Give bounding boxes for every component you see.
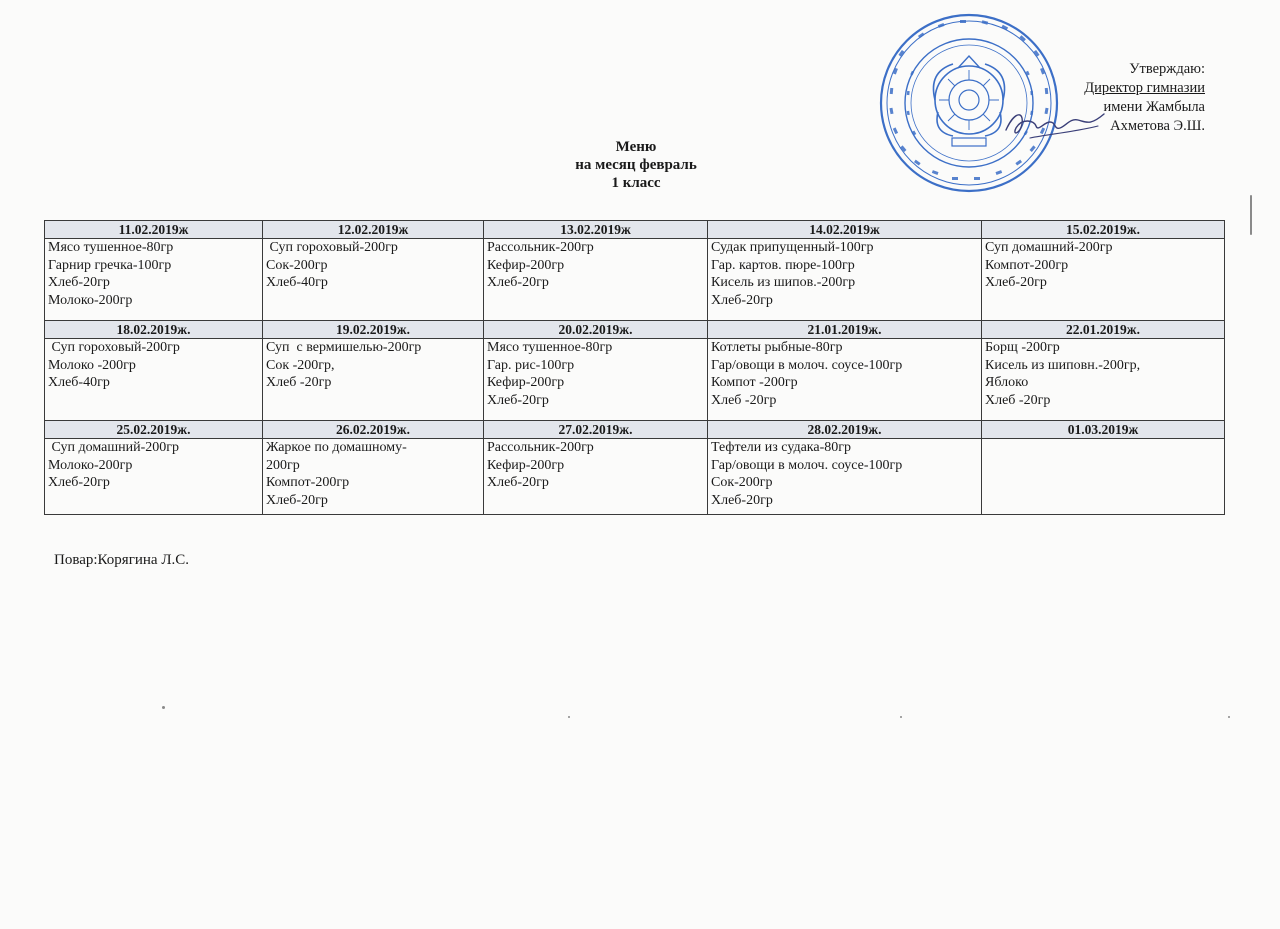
approval-line: Утверждаю: — [1129, 61, 1205, 77]
menu-titles — [520, 138, 752, 192]
meal-item: Хлеб-40гр — [266, 275, 328, 290]
cook-name: Повар:Корягина Л.С. — [54, 552, 189, 568]
meal-item: Кисель из шипов.-200гр — [711, 275, 856, 290]
meal-cell — [708, 339, 982, 421]
meal-item: Хлеб-20гр — [487, 392, 549, 408]
meal-item: Хлеб-20гр — [487, 475, 549, 490]
meal-item: Гар/овощи в молоч. соусе-100гр — [711, 457, 903, 473]
meal-item: Яблоко — [985, 375, 1029, 390]
date-row — [45, 321, 1225, 339]
meal-item: Хлеб-20гр — [711, 292, 773, 308]
meal-item: Хлеб-20гр — [487, 275, 549, 290]
meal-item: Хлеб-20гр — [711, 492, 773, 508]
date-cell: 26.02.2019ж. — [263, 421, 484, 439]
meals-row — [45, 439, 1225, 515]
meal-item: Хлеб -20гр — [266, 375, 332, 390]
meal-item: Гар. рис-100гр — [487, 357, 575, 373]
meal-item: Мясо тушенное-80гр — [487, 340, 613, 355]
meal-item: Суп гороховый-200гр — [48, 340, 180, 355]
menu-subtitle-class: 1 класс — [611, 175, 661, 191]
director-signature — [1000, 100, 1110, 150]
date-cell: 18.02.2019ж. — [45, 321, 263, 339]
meal-cell — [484, 339, 708, 421]
meal-item: Суп домашний-200гр — [48, 440, 179, 455]
menu-subtitle-month: на месяц февраль — [575, 157, 697, 173]
meal-cell — [45, 439, 263, 515]
meal-cell — [263, 439, 484, 515]
meal-item: Молоко-200гр — [48, 457, 133, 473]
meal-item: Жаркое по домашному- — [266, 440, 407, 455]
meal-item: Борщ -200гр — [985, 340, 1060, 355]
meal-cell — [263, 239, 484, 321]
meal-cell — [982, 239, 1225, 321]
meal-cell — [708, 439, 982, 515]
date-cell: 27.02.2019ж. — [484, 421, 708, 439]
meal-item: Рассольник-200гр — [487, 440, 594, 455]
meal-item: Хлеб-20гр — [266, 492, 328, 508]
meal-item: Молоко-200гр — [48, 292, 133, 308]
date-cell: 15.02.2019ж. — [982, 221, 1225, 239]
meal-item: Кефир-200гр — [487, 375, 565, 390]
date-cell: 11.02.2019ж — [45, 221, 263, 239]
meal-item: Суп домашний-200гр — [985, 240, 1113, 255]
meal-item: Кефир-200гр — [487, 457, 565, 473]
date-row — [45, 221, 1225, 239]
meals-row — [45, 239, 1225, 321]
meal-item: Котлеты рыбные-80гр — [711, 340, 843, 355]
meal-item: 200гр — [266, 457, 300, 473]
meal-cell — [708, 239, 982, 321]
meal-item: Суп с вермишелью-200гр — [266, 340, 422, 355]
meal-item: Хлеб -20гр — [985, 392, 1051, 408]
meal-item: Кисель из шиповн.-200гр, — [985, 357, 1141, 373]
date-cell: 01.03.2019ж — [982, 421, 1225, 439]
meal-item: Судак припущенный-100гр — [711, 240, 874, 255]
meal-cell — [982, 339, 1225, 421]
meal-cell — [45, 239, 263, 321]
date-cell: 19.02.2019ж. — [263, 321, 484, 339]
date-cell: 14.02.2019ж — [708, 221, 982, 239]
approval-line: имени Жамбыла — [1103, 99, 1205, 115]
meal-cell — [982, 439, 1225, 515]
scan-speck — [568, 716, 570, 718]
meal-item: Хлеб -20гр — [711, 392, 777, 408]
menu-table — [44, 220, 1225, 515]
meal-item: Мясо тушенное-80гр — [48, 240, 174, 255]
meal-item: Суп гороховый-200гр — [266, 240, 398, 255]
date-cell: 22.01.2019ж. — [982, 321, 1225, 339]
meal-item: Гар. картов. пюре-100гр — [711, 257, 855, 273]
meal-item: Сок -200гр, — [266, 357, 335, 373]
meal-item: Хлеб-20гр — [985, 275, 1047, 290]
meal-item: Тефтели из судака-80гр — [711, 440, 851, 455]
meal-item: Хлеб-20гр — [48, 275, 110, 290]
meal-item: Компот -200гр — [711, 375, 798, 390]
date-cell: 25.02.2019ж. — [45, 421, 263, 439]
scan-speck — [900, 716, 902, 718]
date-row — [45, 421, 1225, 439]
date-cell: 28.02.2019ж. — [708, 421, 982, 439]
meal-item: Компот-200гр — [266, 475, 350, 490]
approval-line: Ахметова Э.Ш. — [1110, 118, 1205, 134]
date-cell: 13.02.2019ж — [484, 221, 708, 239]
meal-item: Хлеб-20гр — [48, 475, 110, 490]
scan-speck — [1250, 195, 1252, 235]
meals-row — [45, 339, 1225, 421]
date-cell: 20.02.2019ж. — [484, 321, 708, 339]
scan-speck — [1228, 716, 1230, 718]
date-cell: 21.01.2019ж. — [708, 321, 982, 339]
meal-item: Сок-200гр — [711, 475, 773, 490]
meal-item: Гарнир гречка-100гр — [48, 257, 172, 273]
meal-item: Кефир-200гр — [487, 257, 565, 273]
meal-cell — [484, 239, 708, 321]
meal-item: Компот-200гр — [985, 257, 1069, 273]
meal-item: Гар/овощи в молоч. соусе-100гр — [711, 357, 903, 373]
meal-item: Рассольник-200гр — [487, 240, 594, 255]
meal-cell — [45, 339, 263, 421]
approval-line: Директор гимназии — [1084, 80, 1205, 96]
meal-cell — [484, 439, 708, 515]
meal-item: Молоко -200гр — [48, 357, 136, 373]
menu-title: Меню — [615, 139, 657, 155]
date-cell: 12.02.2019ж — [263, 221, 484, 239]
meal-cell — [263, 339, 484, 421]
scan-speck — [162, 706, 165, 709]
meal-item: Хлеб-40гр — [48, 375, 110, 390]
meal-item: Сок-200гр — [266, 257, 328, 273]
